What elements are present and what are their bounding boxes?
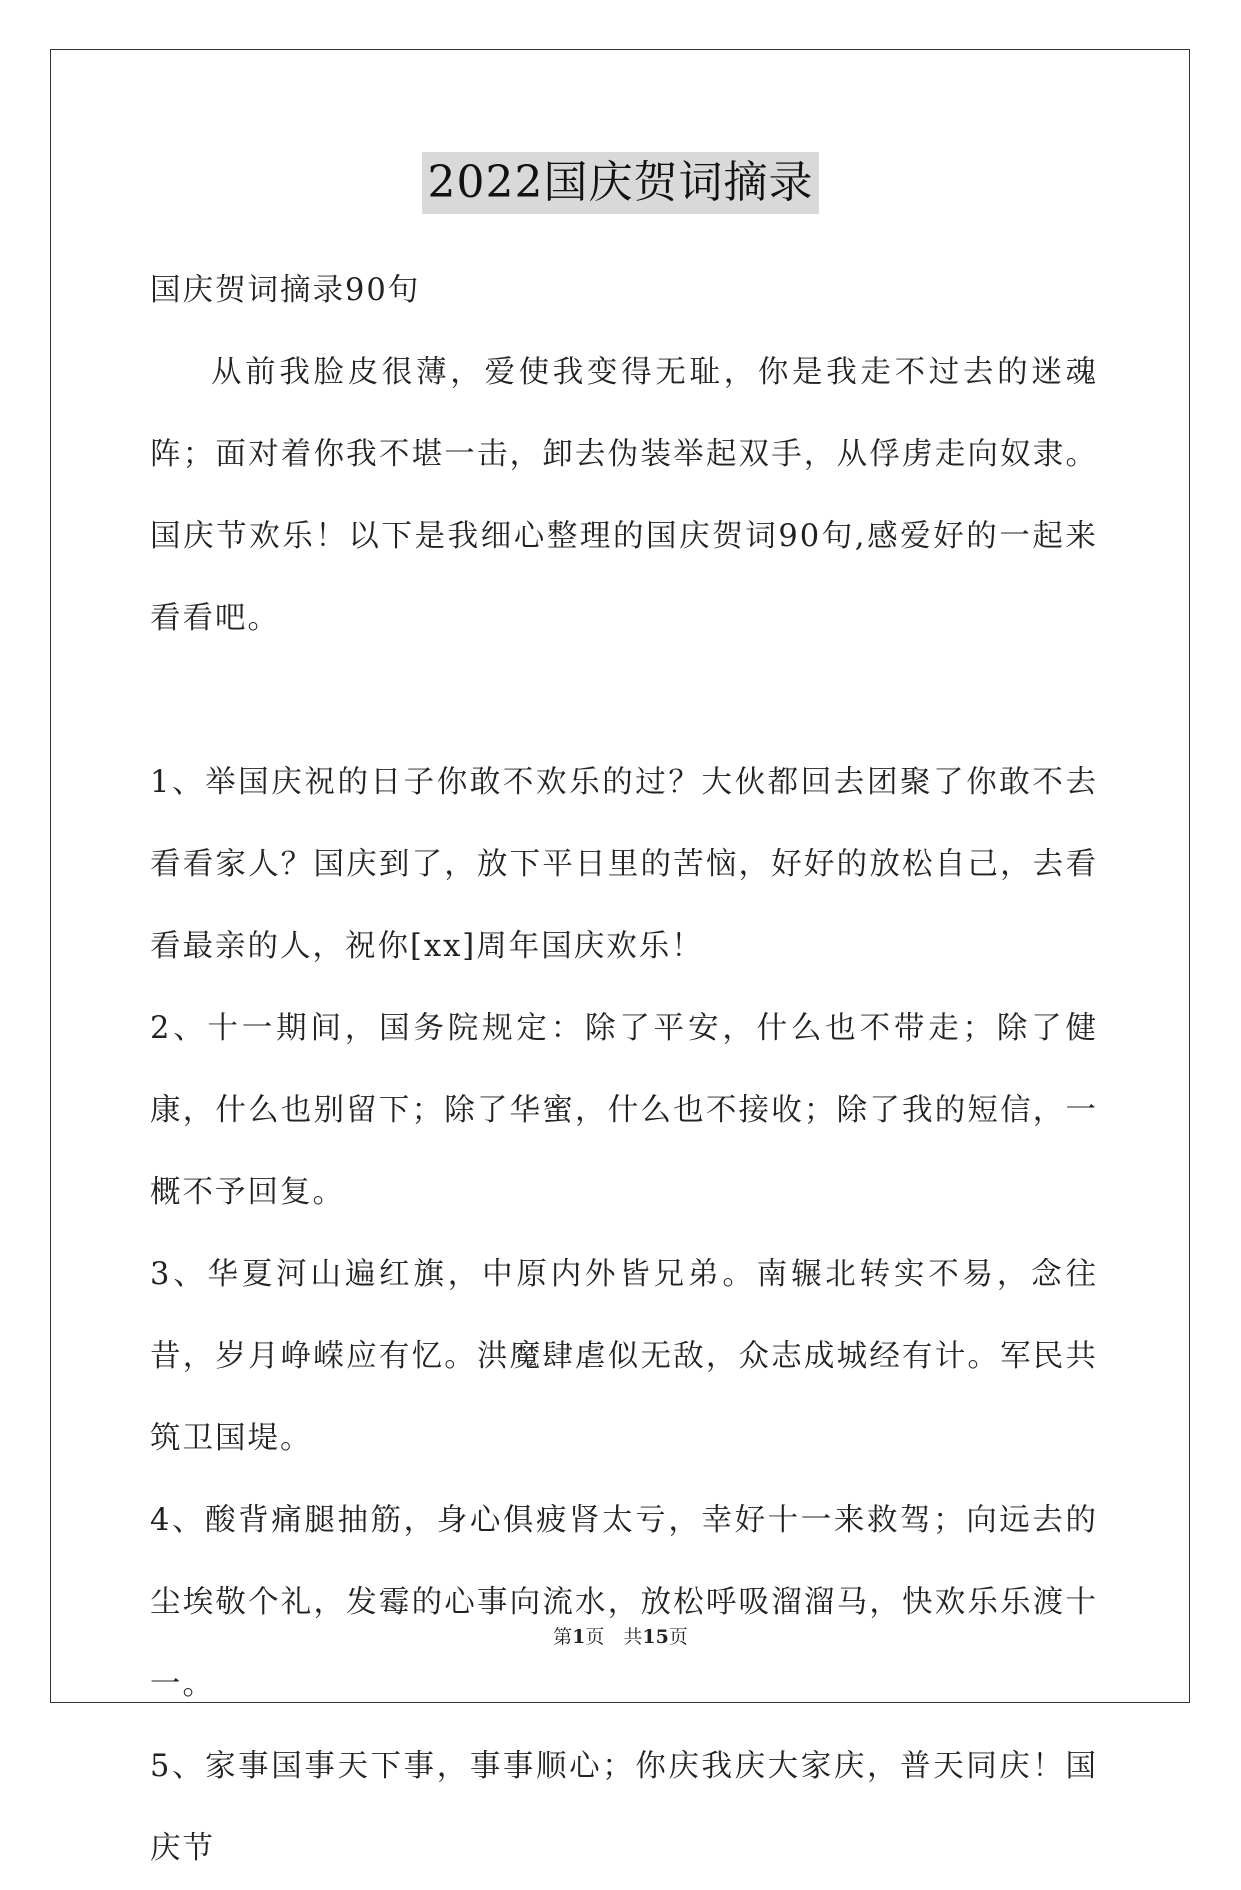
- page-total: 15: [642, 1626, 669, 1648]
- page-suffix: 页: [668, 1626, 688, 1648]
- page-mid: 页 共: [585, 1626, 643, 1648]
- list-item-5: 5、家事国事天下事，事事顺心；你庆我庆大家庆，普天同庆！国庆节: [150, 1749, 1098, 1866]
- list-item-2: 2、十一期间，国务院规定：除了平安，什么也不带走；除了健康，什么也别留下；除了华蜜，什么也不接收；除了我的短信，一概不予回复。: [150, 1011, 1098, 1210]
- list-item-4: 4、酸背痛腿抽筋，身心俱疲肾太亏，幸好十一来救驾；向远去的尘埃敬个礼，发霉的心事向流水，放松呼吸溜溜马，快欢乐乐渡十一。: [150, 1503, 1098, 1702]
- list-item-3: 3、华夏河山遍红旗，中原内外皆兄弟。南辗北转实不易，念往昔，岁月峥嵘应有忆。洪魔肆虐似无敌，众志成城经有计。军民共筑卫国堤。: [150, 1257, 1098, 1456]
- document-title: 2022国庆贺词摘录: [422, 152, 820, 214]
- page-current: 1: [572, 1626, 586, 1648]
- list-item-1: 1、举国庆祝的日子你敢不欢乐的过？大伙都回去团聚了你敢不去看看家人？国庆到了，放下平日里的苦恼，好好的放松自己，去看看最亲的人，祝你[xx]周年国庆欢乐！: [150, 765, 1098, 964]
- document-subtitle: 国庆贺词摘录90句: [150, 273, 421, 308]
- title-wrap: [0, 152, 1241, 214]
- page-prefix: 第: [553, 1626, 573, 1648]
- page-footer: [0, 1622, 1241, 1649]
- intro-paragraph: 从前我脸皮很薄，爱使我变得无耻，你是我走不过去的迷魂阵；面对着你我不堪一击，卸去伪装举起双手，从俘虏走向奴隶。国庆节欢乐！以下是我细心整理的国庆贺词90句,感爱好的一起来看看吧。: [150, 355, 1098, 636]
- paragraph-gap: [150, 660, 1098, 742]
